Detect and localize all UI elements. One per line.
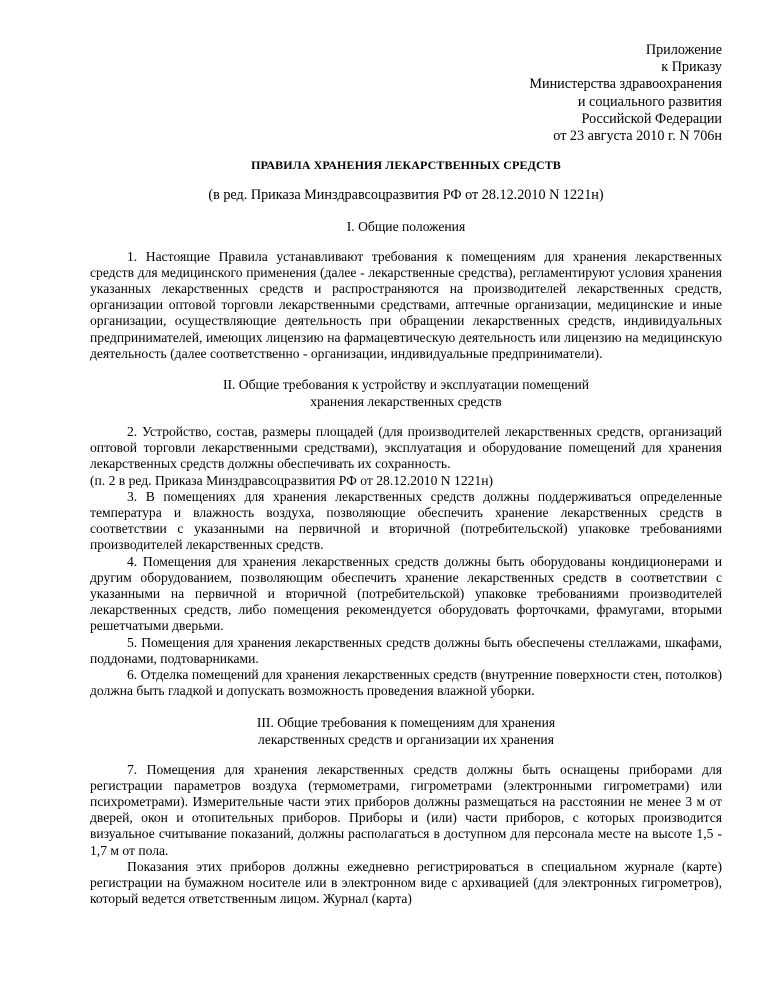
header-line: к Приказу (661, 59, 722, 76)
document-page (90, 42, 722, 907)
document-header (90, 42, 722, 145)
paragraph-1: 1. Настоящие Правила устанавливают требования к помещениям для хранения лекарственных средств для медицинского применения (далее - лекарственные средства), регламентируют условия хранения указанных лекарственных средств и распространяются на производителей лекарственных средств, организации оптовой торговли лекарственными средствами, аптечные организации, медицинские и иные организации, осуществляющие деятельность при обращении лекарственных средств, индивидуальных предпринимателей, имеющих лицензию на фармацевтическую деятельность или лицензию на медицинскую деятельность (далее соответственно - организации, индивидуальные предприниматели). (90, 248, 722, 361)
section-heading-1: I. Общие положения (346, 218, 466, 234)
paragraph-7: 7. Помещения для хранения лекарственных средств должны быть оснащены приборами для регистрации параметров воздуха (термометрами, гигрометрами (электронными гигрометрами) или психрометрами). Измерительные части этих приборов должны размещаться на расстоянии не менее 3 м от дверей, окон и отопительных приборов. Приборы и (или) части приборов, с которых производится визуальное считывание показаний, должны располагаться в доступном для персонала месте на высоте 1,5 - 1,7 м от пола. (90, 761, 722, 858)
header-line: Российской Федерации (581, 110, 722, 127)
document-title: ПРАВИЛА ХРАНЕНИЯ ЛЕКАРСТВЕННЫХ СРЕДСТВ (251, 158, 561, 173)
amendment-note: (п. 2 в ред. Приказа Минздравсоцразвития РФ от 28.12.2010 N 1221н) (90, 472, 494, 488)
section-heading-2: II. Общие требования к устройству и эксплуатации помещений хранения лекарственных средств (222, 377, 590, 410)
paragraph-4: 4. Помещения для хранения лекарственных средств должны быть оборудованы кондиционерами и другим оборудованием, позволяющим обеспечить хранение лекарственных средств в соответствии с указанными на первичной и вторичной (потребительской) упаковке требованиями производителей лекарственных средств, либо помещения рекомендуется оборудовать форточками, фрамугами, вторыми решетчатыми дверьми. (90, 553, 722, 634)
document-subtitle: (в ред. Приказа Минздравсоцразвития РФ от 28.12.2010 N 1221н) (208, 187, 604, 204)
paragraph-6: 6. Отделка помещений для хранения лекарственных средств (внутренние поверхности стен, потолков) должна быть гладкой и допускать возможность проведения влажной уборки. (90, 667, 722, 699)
paragraph-2: 2. Устройство, состав, размеры площадей (для производителей лекарственных средств, организаций оптовой торговли лекарственными средствами), эксплуатация и оборудование помещений для хранения лекарственных средств должны обеспечивать их сохранность. (90, 424, 722, 472)
section-heading-3: III. Общие требования к помещениям для хранения лекарственных средств и организации их хранения (256, 714, 556, 747)
header-line: Министерства здравоохранения (529, 76, 722, 93)
header-line: и социального развития (577, 93, 722, 110)
paragraph-5: 5. Помещения для хранения лекарственных средств должны быть обеспечены стеллажами, шкафами, поддонами, подтоварниками. (90, 634, 722, 666)
paragraph-8: Показания этих приборов должны ежедневно регистрироваться в специальном журнале (карте) регистрации на бумажном носителе или в электронном виде с архивацией (для электронных гигрометров), который ведется ответственным лицом. Журнал (карта) (90, 858, 722, 907)
header-line: Приложение (645, 42, 722, 58)
paragraph-3: 3. В помещениях для хранения лекарственных средств должны поддерживаться определенные температура и влажность воздуха, позволяющие обеспечить хранение лекарственных средств в соответствии с указанными на первичной и вторичной (потребительской) упаковке требованиями производителей лекарственных средств. (90, 488, 722, 553)
header-line: от 23 августа 2010 г. N 706н (553, 128, 722, 145)
